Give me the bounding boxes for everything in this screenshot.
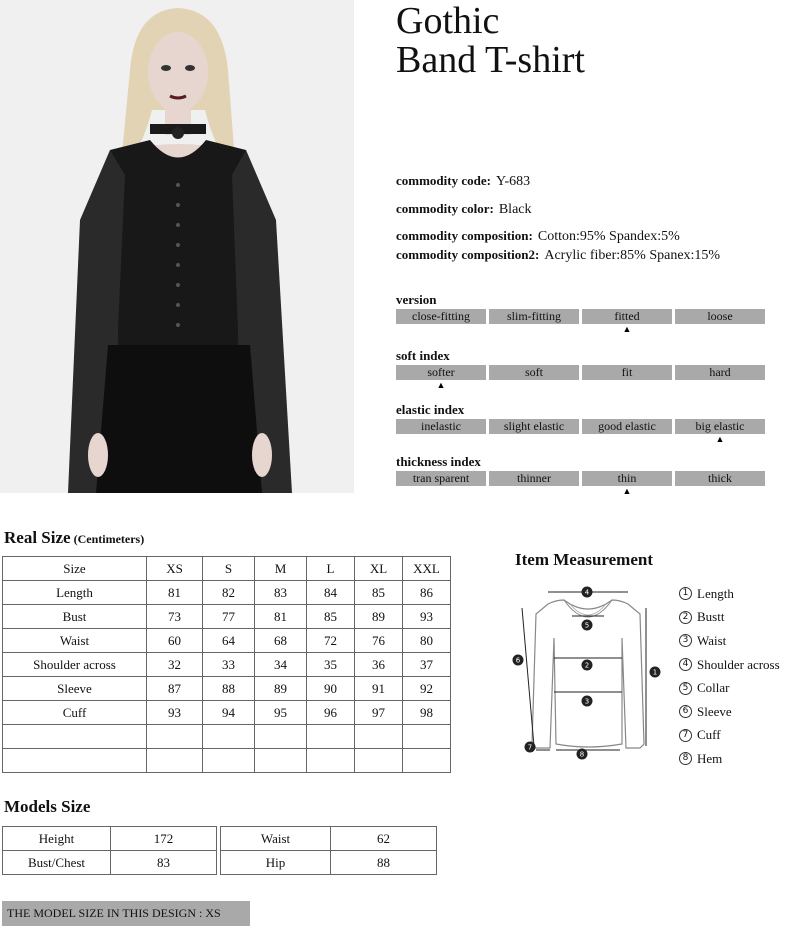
index-option-label: hard <box>709 365 731 379</box>
table-cell: 33 <box>203 653 255 677</box>
legend-number: 5 <box>679 682 692 695</box>
real-size-title <box>4 528 144 548</box>
legend-number: 8 <box>679 752 692 765</box>
table-header-cell: M <box>255 557 307 581</box>
index-option <box>489 365 579 380</box>
table-cell: 68 <box>255 629 307 653</box>
commodity-color-row <box>396 201 532 218</box>
product-title-line1: Gothic <box>396 0 500 42</box>
table-cell: 93 <box>403 605 451 629</box>
index-option-selected <box>396 365 486 390</box>
table-cell: 83 <box>255 581 307 605</box>
svg-text:6: 6 <box>515 656 521 665</box>
table-cell: 82 <box>203 581 255 605</box>
index-option-label: inelastic <box>421 419 461 433</box>
legend-item <box>679 606 780 630</box>
table-cell: 60 <box>147 629 203 653</box>
index-option <box>396 471 486 486</box>
table-cell: Bust/Chest <box>3 851 111 875</box>
models-size-table-left <box>2 826 217 875</box>
table-cell: 84 <box>307 581 355 605</box>
soft-index <box>396 348 766 390</box>
table-row <box>3 701 451 725</box>
table-header-row <box>3 557 451 581</box>
table-header-cell: S <box>203 557 255 581</box>
table-cell: 93 <box>147 701 203 725</box>
table-cell <box>3 749 147 773</box>
table-cell <box>403 749 451 773</box>
svg-text:5: 5 <box>584 621 590 630</box>
svg-text:4: 4 <box>584 588 590 597</box>
table-cell: 90 <box>307 677 355 701</box>
legend-label: Shoulder across <box>697 656 780 672</box>
selected-marker-icon: ▲ <box>715 434 725 444</box>
table-cell: 73 <box>147 605 203 629</box>
table-cell: Bust <box>3 605 147 629</box>
commodity-composition2-value: Acrylic fiber:85% Spanex:15% <box>544 248 721 263</box>
table-cell: Shoulder across <box>3 653 147 677</box>
real-size-unit: (Centimeters) <box>73 532 145 546</box>
selected-marker-icon: ▲ <box>622 486 632 496</box>
table-cell: 81 <box>255 605 307 629</box>
table-cell: 37 <box>403 653 451 677</box>
table-row <box>3 677 451 701</box>
index-option-label: loose <box>707 309 733 323</box>
table-header-cell: XS <box>147 557 203 581</box>
index-option-selected <box>582 309 672 334</box>
commodity-composition-row <box>396 228 680 245</box>
table-cell: 80 <box>403 629 451 653</box>
table-cell <box>255 725 307 749</box>
legend-number: 4 <box>679 658 692 671</box>
table-cell: 96 <box>307 701 355 725</box>
table-cell: 89 <box>255 677 307 701</box>
table-cell <box>203 749 255 773</box>
legend-item <box>679 676 780 700</box>
commodity-color-value: Black <box>498 202 532 217</box>
table-row <box>3 749 451 773</box>
table-cell: 98 <box>403 701 451 725</box>
version-index-title: version <box>396 292 437 307</box>
table-cell: 88 <box>203 677 255 701</box>
measurement-legend <box>679 582 780 771</box>
table-cell <box>3 725 147 749</box>
table-cell <box>203 725 255 749</box>
legend-number: 1 <box>679 587 692 600</box>
index-option-label: tran sparent <box>412 471 470 485</box>
table-cell: Length <box>3 581 147 605</box>
table-cell: 85 <box>355 581 403 605</box>
models-size-table-right <box>220 826 437 875</box>
table-cell: 91 <box>355 677 403 701</box>
table-row <box>3 653 451 677</box>
table-cell: 34 <box>255 653 307 677</box>
table-row <box>3 851 217 875</box>
table-row <box>3 581 451 605</box>
table-cell: Height <box>3 827 111 851</box>
table-cell: 72 <box>307 629 355 653</box>
index-option <box>396 419 486 434</box>
elastic-index-title: elastic index <box>396 402 465 417</box>
table-cell: 95 <box>255 701 307 725</box>
table-cell <box>403 725 451 749</box>
svg-text:7: 7 <box>527 743 533 752</box>
table-row <box>3 827 217 851</box>
table-header-cell: Size <box>3 557 147 581</box>
svg-text:3: 3 <box>584 697 590 706</box>
legend-label: Bustt <box>697 609 725 625</box>
table-cell: 32 <box>147 653 203 677</box>
table-cell: 94 <box>203 701 255 725</box>
index-option <box>489 309 579 324</box>
commodity-code-value: Y-683 <box>495 174 531 189</box>
elastic-index-bar <box>396 419 766 444</box>
table-cell: Cuff <box>3 701 147 725</box>
table-header-cell: L <box>307 557 355 581</box>
table-cell: Waist <box>3 629 147 653</box>
table-cell: 36 <box>355 653 403 677</box>
index-option-label: slim-fitting <box>507 309 561 323</box>
legend-label: Collar <box>697 680 730 696</box>
index-option <box>675 365 765 380</box>
commodity-composition2-row <box>396 247 720 264</box>
index-option-label: softer <box>427 365 455 379</box>
index-option-label: thin <box>617 471 637 485</box>
legend-label: Waist <box>697 632 727 648</box>
table-cell <box>147 749 203 773</box>
svg-text:2: 2 <box>584 661 590 670</box>
table-cell: 62 <box>331 827 437 851</box>
legend-item <box>679 582 780 606</box>
legend-item <box>679 747 780 771</box>
thickness-index-title: thickness index <box>396 454 481 469</box>
table-cell: 88 <box>331 851 437 875</box>
table-cell: 83 <box>111 851 217 875</box>
index-option-label: fit <box>621 365 633 379</box>
thickness-index <box>396 454 766 496</box>
item-measurement-title: Item Measurement <box>515 550 654 569</box>
table-cell: 85 <box>307 605 355 629</box>
legend-label: Sleeve <box>697 703 732 719</box>
version-index <box>396 292 766 334</box>
model-size-note: THE MODEL SIZE IN THIS DESIGN : XS <box>2 901 250 926</box>
table-row <box>221 851 437 875</box>
index-option-label: thick <box>708 471 732 485</box>
models-size-title: Models Size <box>4 797 91 816</box>
product-photo <box>0 0 354 493</box>
index-option <box>489 419 579 434</box>
legend-number: 7 <box>679 729 692 742</box>
table-header-cell: XL <box>355 557 403 581</box>
garment-diagram <box>508 578 668 768</box>
table-cell: 76 <box>355 629 403 653</box>
svg-text:8: 8 <box>579 750 585 759</box>
index-option-label: soft <box>525 365 543 379</box>
table-cell: 64 <box>203 629 255 653</box>
index-option <box>582 365 672 380</box>
version-index-bar <box>396 309 766 334</box>
table-row <box>3 629 451 653</box>
index-option-selected <box>675 419 765 444</box>
model-illustration <box>0 0 354 493</box>
table-cell: Waist <box>221 827 331 851</box>
table-cell: 86 <box>403 581 451 605</box>
commodity-code-row <box>396 173 530 190</box>
index-option-label: big elastic <box>695 419 745 433</box>
commodity-composition-label: commodity composition: <box>396 228 533 243</box>
elastic-index <box>396 402 766 444</box>
legend-number: 2 <box>679 611 692 624</box>
table-cell <box>255 749 307 773</box>
commodity-code-label: commodity code: <box>396 173 491 188</box>
index-option <box>396 309 486 324</box>
product-title <box>396 2 585 80</box>
legend-item <box>679 700 780 724</box>
commodity-composition-value: Cotton:95% Spandex:5% <box>537 229 680 244</box>
svg-text:1: 1 <box>652 668 658 677</box>
product-title-line2: Band T-shirt <box>396 39 585 81</box>
table-cell: 35 <box>307 653 355 677</box>
selected-marker-icon: ▲ <box>622 324 632 334</box>
legend-label: Hem <box>697 750 723 766</box>
legend-number: 3 <box>679 634 692 647</box>
index-option <box>582 419 672 434</box>
index-option <box>675 309 765 324</box>
soft-index-title: soft index <box>396 348 450 363</box>
table-cell <box>147 725 203 749</box>
table-cell: Sleeve <box>3 677 147 701</box>
index-option-label: good elastic <box>598 419 656 433</box>
table-header-cell: XXL <box>403 557 451 581</box>
index-option <box>489 471 579 486</box>
index-option-label: fitted <box>614 309 640 323</box>
soft-index-bar <box>396 365 766 390</box>
table-cell: 97 <box>355 701 403 725</box>
table-cell: 89 <box>355 605 403 629</box>
thickness-index-bar <box>396 471 766 496</box>
real-size-heading: Real Size <box>4 528 71 547</box>
index-option-label: thinner <box>517 471 551 485</box>
table-cell: 77 <box>203 605 255 629</box>
legend-number: 6 <box>679 705 692 718</box>
table-row <box>221 827 437 851</box>
index-option-label: close-fitting <box>412 309 470 323</box>
index-option <box>675 471 765 486</box>
table-cell: 87 <box>147 677 203 701</box>
commodity-color-label: commodity color: <box>396 201 494 216</box>
table-cell: 92 <box>403 677 451 701</box>
legend-label: Cuff <box>697 727 721 743</box>
table-cell <box>307 749 355 773</box>
index-option-label: slight elastic <box>503 419 565 433</box>
table-cell: 81 <box>147 581 203 605</box>
table-cell <box>307 725 355 749</box>
table-cell <box>355 725 403 749</box>
legend-item <box>679 629 780 653</box>
index-option-selected <box>582 471 672 496</box>
table-cell <box>355 749 403 773</box>
legend-label: Length <box>697 585 734 601</box>
legend-item <box>679 724 780 748</box>
table-cell: Hip <box>221 851 331 875</box>
selected-marker-icon: ▲ <box>436 380 446 390</box>
table-row <box>3 725 451 749</box>
table-cell: 172 <box>111 827 217 851</box>
legend-item <box>679 653 780 677</box>
real-size-table <box>2 556 451 773</box>
table-row <box>3 605 451 629</box>
commodity-composition2-label: commodity composition2: <box>396 247 540 262</box>
